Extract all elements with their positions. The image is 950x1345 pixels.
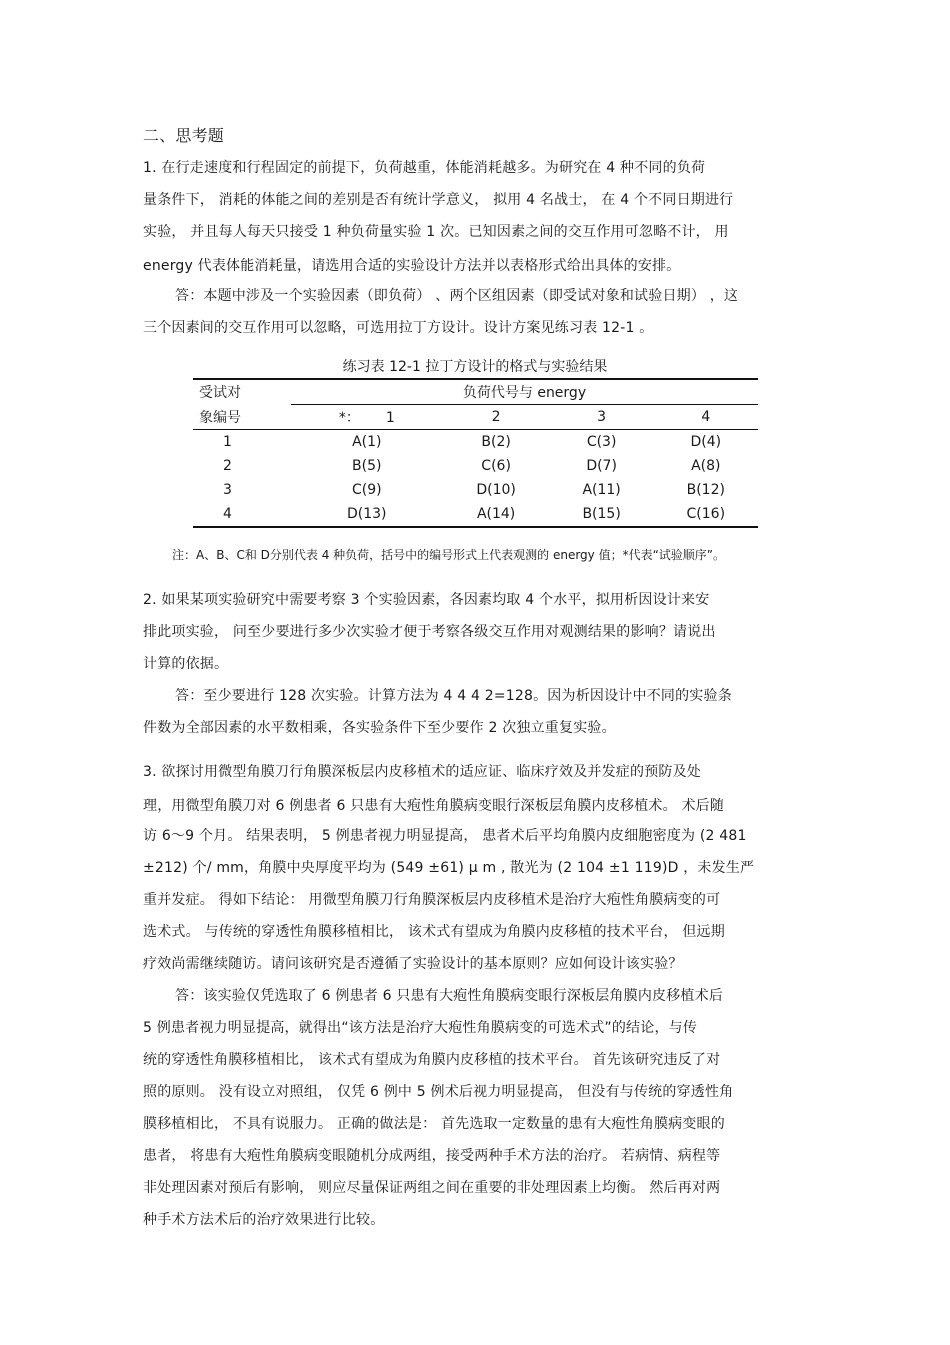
table-header-row	[193, 379, 758, 405]
table-cell: A(1)	[352, 434, 382, 450]
table-cell: D(7)	[586, 458, 617, 474]
q2-line: 排此项实验， 问至少要进行多少次实验才便于考察各级交互作用对观测结果的影响？请说出	[143, 624, 716, 640]
table-cell: B(15)	[550, 502, 654, 527]
q3-answer-line: 种手术方法术后的治疗效果进行比较。	[143, 1212, 385, 1228]
q1-line: 实验， 并且每人每天只接受 1 种负荷量实验 1 次。已知因素之间的交互作用可忽略不计， 用	[143, 224, 729, 240]
q3-line: 访 6～9 个月。 结果表明， 5 例患者视力明显提高， 患者术后平均角膜内皮细胞密度为 (2 481	[143, 828, 747, 844]
q2-answer-line: 答：至少要进行 128 次实验。计算方法为 4 4 4 2=128。因为析因设计中不同的实验条	[175, 688, 732, 704]
q1-line: 量条件下， 消耗的体能之间的差别是否有统计学意义， 拟用 4 名战士， 在 4 个不同日期进行	[143, 192, 734, 208]
table-cell: D(13)	[291, 502, 443, 527]
q1-line: energy 代表体能消耗量，请选用合适的实验设计方法并以表格形式给出具体的安排。	[143, 258, 681, 274]
q3-answer-line: 患者， 将患有大疱性角膜病变眼随机分成两组，接受两种手术方法的治疗。 若病情、病程等	[143, 1148, 721, 1164]
q3-line: 理，用微型角膜刀对 6 例患者 6 只患有大疱性角膜病变眼行深板层角膜内皮移植术。 术后随	[143, 798, 725, 814]
q3-answer-line: 照的原则。 没有设立对照组， 仅凭 6 例中 5 例术后视力明显提高， 但没有与传统的穿透性角	[143, 1084, 734, 1100]
subject-id: 1	[223, 434, 232, 450]
table-cell: A(14)	[443, 502, 550, 527]
q3-line: 疗效尚需继续随访。请问该研究是否遵循了实验设计的基本原则？应如何设计该实验？	[143, 956, 683, 972]
table-cell: D(4)	[690, 434, 722, 450]
subject-header: 受试对	[193, 379, 291, 405]
q3-line: 选术式。 与传统的穿透性角膜移植相比， 该术式有望成为角膜内皮移植的技术平台， 但远期	[143, 924, 725, 940]
table-row	[193, 502, 758, 527]
section-title: 二、思考题	[143, 126, 225, 145]
table-cell: C(3)	[586, 434, 617, 450]
subject-id: 2	[223, 458, 232, 474]
table-note: 注：A、B、C和 D分别代表 4 种负荷，括号中的编号形式上代表观测的 energy 值；*代表“试验顺序”。	[172, 548, 726, 562]
q2-line: 2. 如果某项实验研究中需要考察 3 个实验因素，各因素均取 4 个水平，拟用析因设计来安	[143, 592, 710, 608]
q1-answer-line: 答：本题中涉及一个实验因素（即负荷） 、两个区组因素（即受试对象和试验日期） ，这	[175, 288, 739, 304]
table-cell: B(12)	[686, 482, 725, 498]
table-cell: C(6)	[481, 458, 511, 474]
table-cell: D(10)	[476, 482, 516, 498]
table-row	[193, 454, 758, 478]
q3-answer-line: 非处理因素对预后有影响， 则应尽量保证两组之间在重要的非处理因素上均衡。 然后再对两	[143, 1180, 721, 1196]
q2-answer-line: 件数为全部因素的水平数相乘，各实验条件下至少要作 2 次独立重复实验。	[143, 720, 616, 736]
table-cell: A(8)	[691, 458, 721, 474]
q3-answer-line: 5 例患者视力明显提高，就得出“该方法是治疗大疱性角膜病变的可选术式”的结论，与传	[143, 1020, 698, 1036]
table-cell: B(2)	[481, 434, 511, 450]
q3-answer-line: 统的穿透性角膜移植相比， 该术式有望成为角膜内皮移植的技术平台。 首先该研究违反了对	[143, 1052, 721, 1068]
q2-line: 计算的依据。	[143, 656, 229, 672]
subject-id: 3	[223, 482, 232, 498]
column-header: 2	[443, 405, 550, 430]
q1-answer-line: 三个因素间的交互作用可以忽略，可选用拉丁方设计。设计方案见练习表 12-1 。	[143, 320, 654, 336]
column-header: *： 1	[291, 405, 443, 430]
table-cell: A(11)	[582, 482, 621, 498]
subject-id: 4	[193, 502, 291, 527]
table-cell: C(16)	[654, 502, 758, 527]
q3-line: 重并发症。 得如下结论： 用微型角膜刀行角膜深板层内皮移植术是治疗大疱性角膜病变的可	[143, 892, 721, 908]
table-caption: 练习表 12-1 拉丁方设计的格式与实验结果	[342, 359, 608, 375]
table-row	[193, 430, 758, 455]
column-header: 4	[654, 405, 758, 430]
q1-line: 1. 在行走速度和行程固定的前提下，负荷越重，体能消耗越多。为研究在 4 种不同的负荷	[143, 160, 706, 176]
table-header-row	[193, 405, 758, 430]
group-header: 负荷代号与 energy	[291, 379, 758, 405]
table-cell: C(9)	[351, 482, 382, 498]
order-mark: *：	[338, 410, 360, 426]
table-cell: B(5)	[352, 458, 382, 474]
q3-line: 3. 欲探讨用微型角膜刀行角膜深板层内皮移植术的适应证、临床疗效及并发症的预防及处	[143, 764, 702, 780]
column-header: 3	[550, 405, 654, 430]
latin-square-table	[193, 378, 758, 528]
table-row	[193, 478, 758, 502]
subject-header: 象编号	[193, 405, 291, 430]
q3-answer-line: 答：该实验仅凭选取了 6 例患者 6 只患有大疱性角膜病变眼行深板层角膜内皮移植术后	[175, 988, 724, 1004]
q3-line: ±212) 个/ mm，角膜中央厚度平均为 (549 ±61) μ m , 散光为 (2 104 ±1 119)D ，未发生严	[143, 860, 755, 876]
q3-answer-line: 膜移植相比， 不具有说服力。 正确的做法是： 首先选取一定数量的患有大疱性角膜病变眼的	[143, 1116, 725, 1132]
